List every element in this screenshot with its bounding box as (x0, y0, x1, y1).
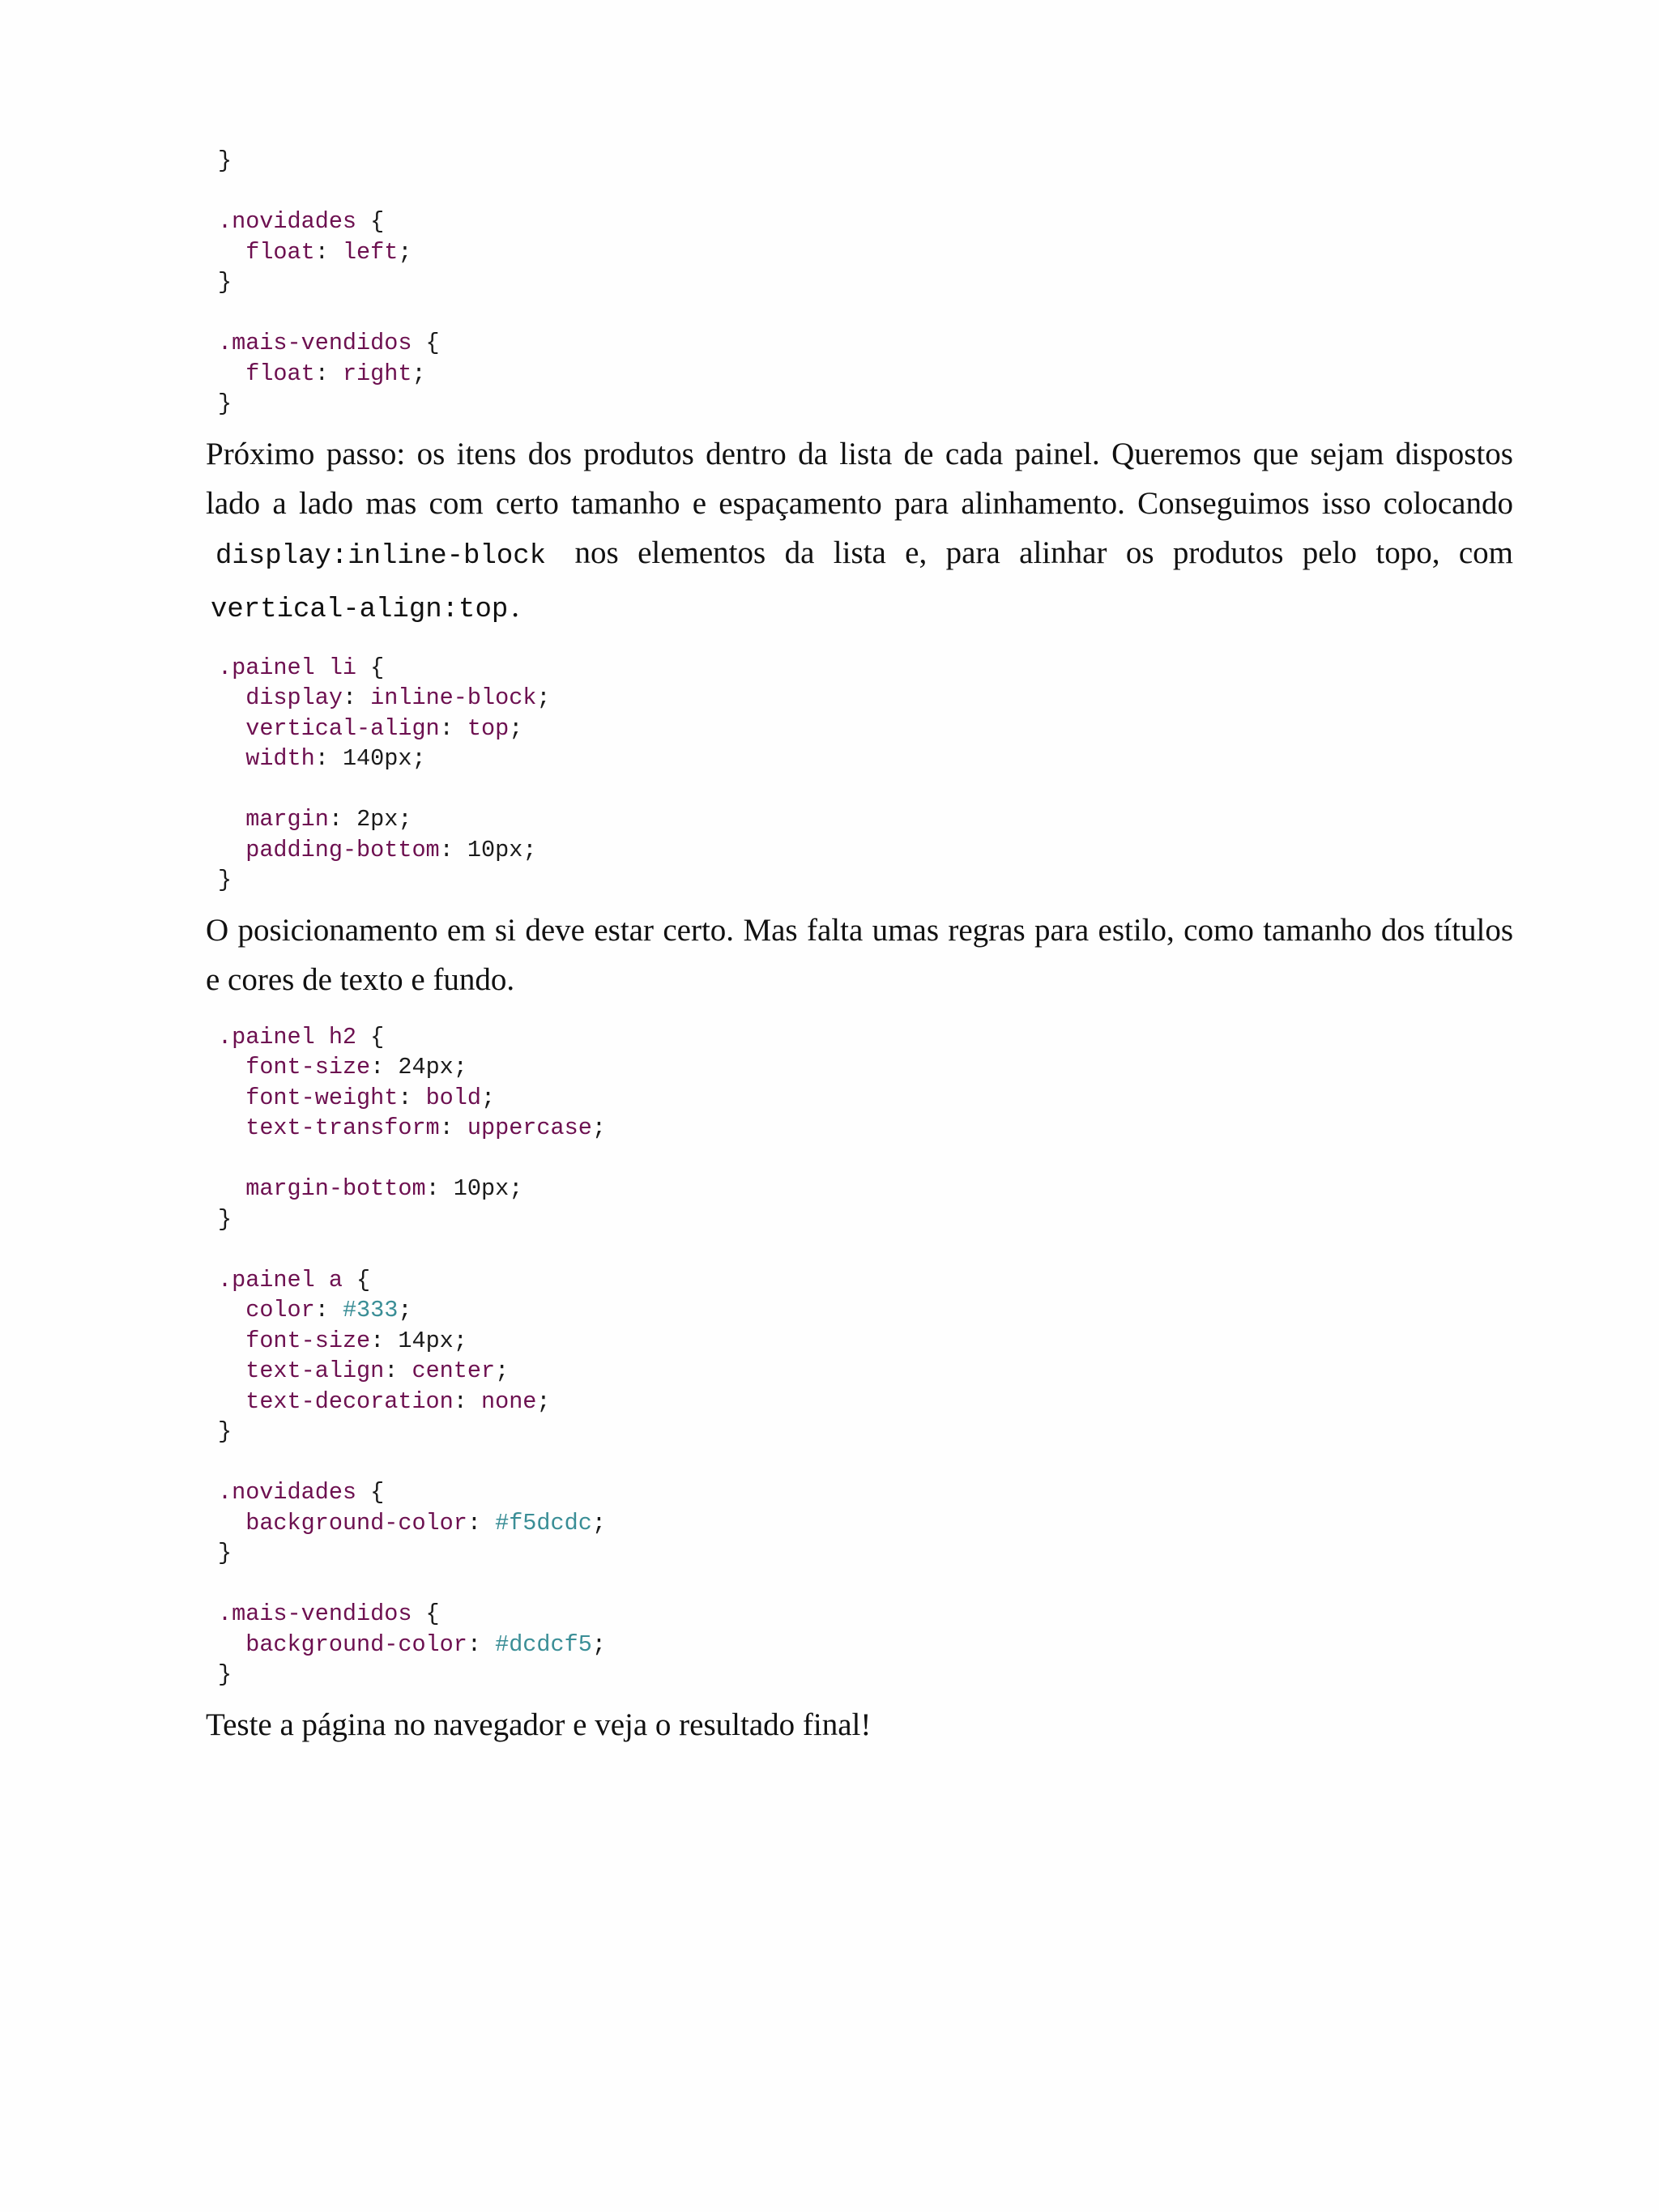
code-line (218, 744, 1513, 774)
code-line (218, 328, 1513, 359)
css-brace: } (218, 1205, 232, 1233)
css-colon: : (314, 1297, 343, 1323)
css-brace: { (356, 1023, 385, 1051)
code-indent (218, 1328, 245, 1354)
css-selector: .novidades (218, 208, 357, 235)
code-indent (218, 1631, 245, 1658)
css-value: left (342, 238, 399, 266)
code-line (218, 177, 1513, 207)
css-property: vertical-align (245, 714, 440, 742)
css-value: 14px (398, 1327, 454, 1354)
css-property: font-size (245, 1327, 371, 1354)
css-color-value: #dcdcf5 (495, 1630, 592, 1658)
code-indent (218, 239, 245, 266)
css-brace: } (218, 1661, 232, 1688)
code-line (218, 1295, 1513, 1326)
code-indent (218, 1388, 245, 1415)
css-property: background-color (245, 1630, 467, 1658)
css-value: 10px (467, 836, 523, 863)
css-semicolon: ; (453, 1054, 467, 1080)
paragraph-text: nos elementos da lista e, para alinhar os produtos pelo topo, com (574, 535, 1513, 570)
paragraph-text: . (511, 588, 520, 624)
css-value: uppercase (467, 1115, 592, 1141)
css-property: font-size (245, 1054, 371, 1080)
css-brace: { (356, 208, 385, 235)
css-value: inline-block (370, 684, 537, 711)
code-line (218, 1234, 1513, 1265)
css-selector: .painel li (218, 654, 357, 681)
css-property: width (245, 745, 315, 772)
css-semicolon: ; (509, 1175, 523, 1202)
css-brace: } (218, 147, 232, 174)
css-value: none (480, 1387, 537, 1415)
css-colon: : (467, 1630, 496, 1658)
css-semicolon: ; (453, 1327, 467, 1354)
css-brace: } (218, 269, 232, 296)
css-colon: : (398, 1084, 426, 1111)
paragraph-inline-block (206, 429, 1513, 635)
code-line (218, 1144, 1513, 1174)
code-line (218, 1326, 1513, 1357)
code-line (218, 1387, 1513, 1417)
code-line (218, 1630, 1513, 1660)
css-semicolon: ; (495, 1357, 510, 1384)
css-colon: : (314, 745, 343, 772)
code-indent (218, 806, 245, 833)
code-indent (218, 1115, 245, 1141)
css-value: 10px (453, 1175, 510, 1202)
code-indent (218, 684, 245, 711)
paragraph-estilo: O posicionamento em si deve estar certo. Mas falta umas regras para estilo, como tamanho dos títulos e cores de texto e fundo. (206, 912, 1513, 997)
css-value: center (412, 1357, 496, 1384)
code-line (218, 1599, 1513, 1630)
css-semicolon: ; (509, 714, 523, 742)
css-semicolon: ; (536, 1387, 551, 1415)
code-line (218, 714, 1513, 744)
code-indent (218, 837, 245, 863)
css-colon: : (384, 1357, 412, 1384)
code-line (218, 774, 1513, 805)
css-property: float (245, 360, 315, 387)
code-block-painel-li (218, 653, 1513, 896)
code-line (218, 1417, 1513, 1447)
code-indent (218, 1510, 245, 1536)
css-colon: : (439, 1115, 467, 1141)
code-line (218, 237, 1513, 268)
css-colon: : (370, 1054, 399, 1080)
code-line (218, 1022, 1513, 1053)
css-selector: .mais-vendidos (218, 1600, 412, 1627)
css-property: margin (245, 806, 329, 833)
code-line (218, 683, 1513, 714)
css-selector: .mais-vendidos (218, 330, 412, 356)
code-block-floats (218, 146, 1513, 420)
css-brace: { (412, 330, 440, 356)
css-colon: : (314, 360, 343, 387)
css-semicolon: ; (398, 806, 412, 833)
css-colon: : (370, 1327, 399, 1354)
css-value: right (342, 360, 412, 387)
code-indent (218, 360, 245, 387)
code-indent (218, 1085, 245, 1111)
code-line (218, 1113, 1513, 1144)
css-brace: } (218, 390, 232, 417)
code-indent (218, 1357, 245, 1384)
code-line (218, 298, 1513, 329)
paragraph-text: Próximo passo: os itens dos produtos dentro da lista de cada painel. Queremos que sejam dispostos lado a lado mas com certo tamanho e espaçamento para alinhamento. Conseguimos isso colocando (206, 436, 1513, 521)
code-line (218, 1083, 1513, 1114)
code-line (218, 146, 1513, 177)
css-semicolon: ; (398, 238, 412, 266)
css-colon: : (453, 1387, 481, 1415)
css-property: float (245, 238, 315, 266)
code-block-painel-styles (218, 1022, 1513, 1690)
css-semicolon: ; (591, 1509, 606, 1536)
css-property: background-color (245, 1509, 467, 1536)
css-value: 2px (356, 806, 399, 833)
css-brace: } (218, 1540, 232, 1566)
css-semicolon: ; (522, 836, 537, 863)
css-semicolon: ; (412, 360, 426, 387)
code-line (218, 1356, 1513, 1387)
css-value: 140px (342, 745, 412, 772)
code-line (218, 835, 1513, 866)
code-line (218, 1052, 1513, 1083)
css-brace: } (218, 1418, 232, 1445)
css-colon: : (467, 1509, 496, 1536)
code-indent (218, 1054, 245, 1080)
css-colon: : (439, 714, 467, 742)
css-color-value: #333 (342, 1297, 399, 1323)
document-page (206, 146, 1513, 1750)
css-selector: .painel a (218, 1266, 343, 1294)
css-color-value: #f5dcdc (495, 1509, 592, 1536)
css-colon: : (328, 806, 357, 833)
css-selector: .painel h2 (218, 1023, 357, 1051)
code-line (218, 1569, 1513, 1600)
css-property: text-transform (245, 1115, 440, 1141)
css-property: font-weight (245, 1084, 399, 1111)
code-indent (218, 1175, 245, 1202)
css-semicolon: ; (591, 1630, 606, 1658)
code-line (218, 1538, 1513, 1569)
css-colon: : (314, 238, 343, 266)
code-indent (218, 1297, 245, 1323)
code-line (218, 1204, 1513, 1235)
css-semicolon: ; (412, 745, 426, 772)
code-indent (218, 715, 245, 742)
code-line (218, 267, 1513, 298)
code-line (218, 1265, 1513, 1296)
code-line (218, 653, 1513, 684)
css-semicolon: ; (481, 1084, 496, 1111)
css-brace: { (356, 1479, 385, 1506)
code-line (218, 804, 1513, 835)
code-line (218, 1477, 1513, 1508)
css-semicolon: ; (536, 684, 551, 711)
css-property: display (245, 684, 343, 711)
code-line (218, 1447, 1513, 1478)
css-property: padding-bottom (245, 836, 440, 863)
css-property: text-decoration (245, 1387, 454, 1415)
css-property: text-align (245, 1357, 385, 1384)
css-value: top (467, 714, 510, 742)
code-line (218, 207, 1513, 237)
code-line (218, 359, 1513, 390)
css-semicolon: ; (591, 1115, 606, 1141)
code-line (218, 1660, 1513, 1690)
inline-code-display: display:inline-block (215, 540, 547, 572)
css-property: margin-bottom (245, 1175, 426, 1202)
inline-code-vertical-align: vertical-align:top (211, 594, 509, 625)
css-property: color (245, 1297, 315, 1323)
css-colon: : (439, 836, 467, 863)
css-brace: { (356, 654, 385, 681)
css-value: bold (425, 1084, 481, 1111)
code-line (218, 1174, 1513, 1204)
css-colon: : (342, 684, 371, 711)
code-line (218, 389, 1513, 420)
paragraph-final: Teste a página no navegador e veja o resultado final! (206, 1707, 872, 1742)
code-line (218, 865, 1513, 896)
css-semicolon: ; (398, 1297, 412, 1323)
code-line (218, 1508, 1513, 1539)
css-brace: { (412, 1600, 440, 1627)
css-colon: : (425, 1175, 454, 1202)
code-indent (218, 745, 245, 772)
css-brace: { (342, 1266, 371, 1294)
css-value: 24px (398, 1054, 454, 1080)
css-selector: .novidades (218, 1479, 357, 1506)
css-brace: } (218, 867, 232, 893)
